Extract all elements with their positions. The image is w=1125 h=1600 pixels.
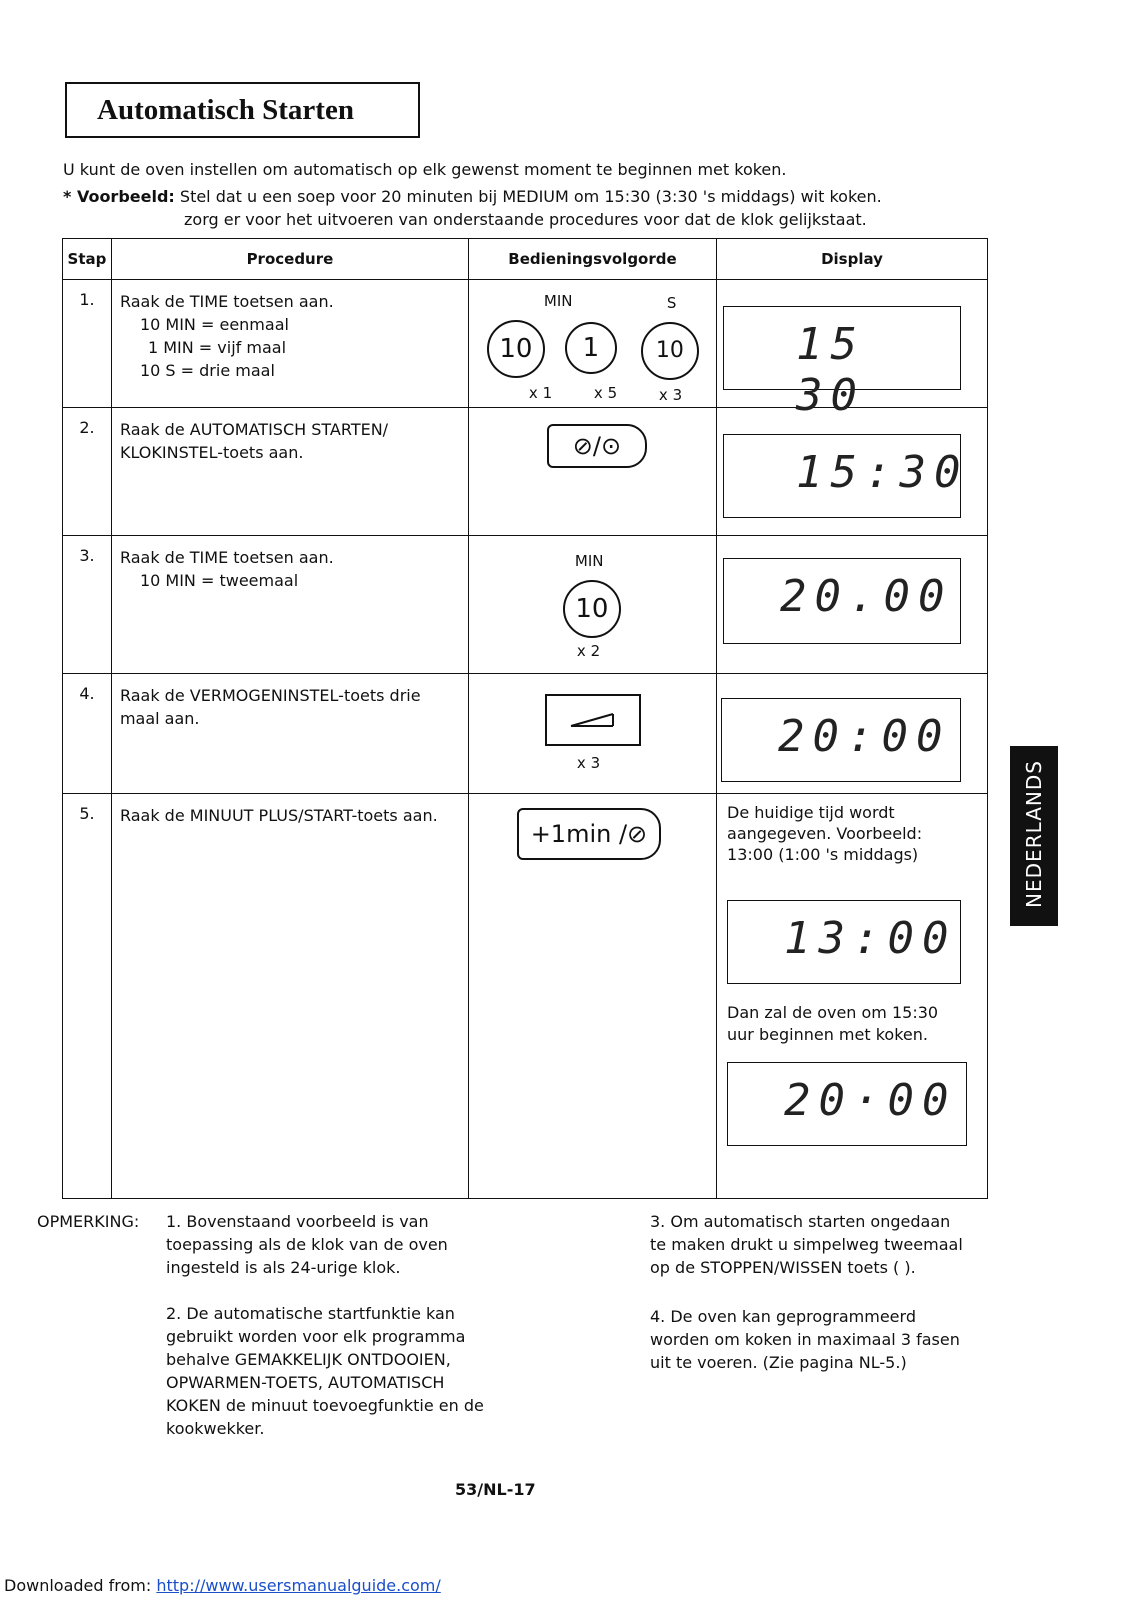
step-procedure	[111, 536, 468, 674]
auto-start-clock-key[interactable]: ⊘/⊙	[547, 424, 647, 468]
lcd-display	[723, 306, 961, 421]
example-text: Stel dat u een soep voor 20 minuten bij MEDIUM om 15:30 (3:30 's middags) wit koken.	[179, 187, 882, 206]
step-display	[717, 408, 988, 536]
power-ramp-icon	[547, 696, 639, 744]
step-sequence	[468, 280, 716, 408]
step-procedure	[111, 280, 468, 408]
step-sequence	[468, 408, 716, 536]
note-2: 2. De automatische startfunktie kan gebruikt worden voor elk programma behalve GEMAKKELIJK ONTDOOIEN, OPWARMEN-TOETS, AUTOMATISCH KOKEN de minuut toevoegfunktie en de kookwekker.	[166, 1304, 484, 1438]
step-number: 1.	[63, 280, 112, 408]
step-number: 3.	[63, 536, 112, 674]
note-1: 1. Bovenstaand voorbeeld is van toepassing als de klok van de oven ingesteld is als 24-urige klok.	[166, 1212, 448, 1277]
header-stap: Stap	[63, 239, 112, 280]
step-sequence	[468, 674, 716, 794]
step-procedure: Raak de MINUUT PLUS/START-toets aan.	[111, 794, 468, 1199]
page-title: Automatisch Starten	[97, 94, 354, 126]
language-tab	[1010, 746, 1058, 926]
example-line-2: zorg er voor het uitvoeren van onderstaande procedures voor dat de klok gelijkstaat.	[184, 210, 867, 229]
display-note-2: Dan zal de oven om 15:30 uur beginnen met koken.	[727, 1003, 939, 1044]
lcd-display	[721, 698, 961, 782]
example-line	[63, 186, 882, 208]
step-display	[717, 280, 988, 421]
min-label: MIN	[574, 552, 604, 570]
count-label: x 3	[576, 754, 601, 772]
intro-text: U kunt de oven instellen om automatisch op elk gewenst moment te beginnen met koken.	[63, 160, 787, 179]
notes-label: OPMERKING:	[37, 1212, 140, 1231]
lcd-display	[723, 558, 961, 644]
procedure-text: Raak de TIME toetsen aan.	[119, 292, 334, 311]
display-value: 20·00	[784, 1075, 957, 1126]
step-display	[717, 674, 988, 794]
steps-table	[62, 238, 988, 1199]
step-number: 5.	[63, 794, 112, 1199]
table-row	[63, 794, 988, 1199]
lcd-display	[727, 900, 961, 984]
display-value: 13:00	[784, 913, 957, 964]
step-display	[717, 794, 988, 1199]
footer	[4, 1576, 441, 1595]
language-tab-label: NEDERLANDS	[1022, 760, 1046, 908]
lcd-display	[723, 434, 969, 518]
page-number: 53/NL-17	[455, 1480, 536, 1499]
table-row	[63, 408, 988, 536]
procedure-detail: 1 MIN = vijf maal	[147, 338, 287, 357]
table-row	[63, 280, 988, 408]
display-note-1: De huidige tijd wordt aangegeven. Voorbeeld: 13:00 (1:00 's middags)	[727, 803, 923, 864]
step-sequence	[468, 794, 716, 1199]
step-procedure: Raak de AUTOMATISCH STARTEN/ KLOKINSTEL-toets aan.	[111, 408, 468, 536]
header-sequence: Bedieningsvolgorde	[468, 239, 716, 280]
time-10min-button[interactable]: 10	[563, 580, 621, 638]
step-number: 2.	[63, 408, 112, 536]
display-value: 15 30	[796, 319, 865, 421]
step-display	[717, 536, 988, 674]
time-1min-button[interactable]: 1	[565, 322, 617, 374]
example-label: * Voorbeeld:	[63, 187, 175, 206]
table-row	[63, 536, 988, 674]
count-label: x 3	[658, 386, 683, 404]
table-row	[63, 674, 988, 794]
minute-plus-start-key[interactable]: +1min /⊘	[517, 808, 661, 860]
display-value: 20:00	[778, 711, 951, 762]
procedure-detail: 10 MIN = tweemaal	[139, 571, 299, 590]
time-10min-button[interactable]: 10	[487, 320, 545, 378]
header-display: Display	[717, 239, 988, 280]
power-level-key[interactable]	[545, 694, 641, 746]
procedure-text: Raak de TIME toetsen aan.	[119, 548, 334, 567]
table-header-row	[63, 239, 988, 280]
procedure-detail: 10 MIN = eenmaal	[139, 315, 289, 334]
note-3: 3. Om automatisch starten ongedaan te maken drukt u simpelweg tweemaal op de STOPPEN/WISSEN toets ( ).	[650, 1212, 963, 1277]
step-procedure: Raak de VERMOGENINSTEL-toets drie maal aan.	[111, 674, 468, 794]
count-label: x 5	[593, 384, 618, 402]
note-4: 4. De oven kan geprogrammeerd worden om koken in maximaal 3 fasen uit te voeren. (Zie pagina NL-5.)	[650, 1307, 960, 1372]
count-label: x 1	[528, 384, 553, 402]
step-sequence	[468, 536, 716, 674]
count-label: x 2	[576, 642, 601, 660]
lcd-display	[727, 1062, 967, 1146]
title-box	[65, 82, 420, 138]
step-number: 4.	[63, 674, 112, 794]
footer-link[interactable]: http://www.usersmanualguide.com/	[156, 1576, 441, 1595]
display-value: 20.00	[780, 571, 953, 622]
display-value: 15:30	[796, 447, 969, 498]
procedure-detail: 10 S = drie maal	[139, 361, 275, 380]
footer-prefix: Downloaded from:	[4, 1576, 152, 1595]
min-label: MIN	[543, 292, 573, 310]
time-10s-button[interactable]: 10	[641, 322, 699, 380]
s-label: S	[666, 294, 677, 312]
header-procedure: Procedure	[111, 239, 468, 280]
